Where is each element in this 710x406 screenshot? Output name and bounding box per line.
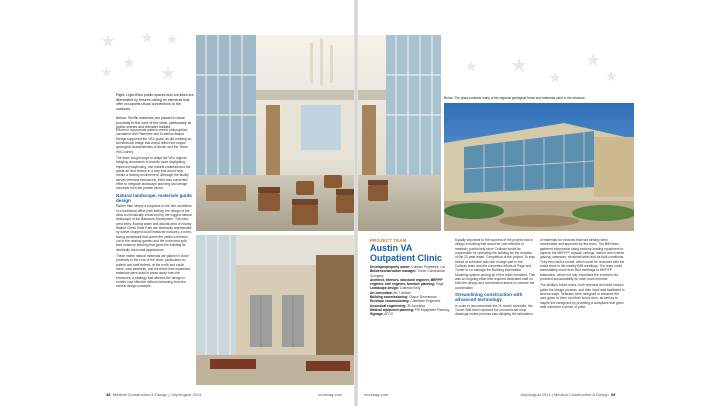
team-member: Clayco Zimmerman bbox=[408, 295, 437, 300]
star-icon: ★ bbox=[122, 53, 137, 72]
star-icon: ★ bbox=[100, 31, 117, 52]
star-icon: ★ bbox=[465, 59, 478, 75]
paragraph: Rather than simply a response to the site conditions of a traditional office park setting, the design of the clinic is intrinsically influenced by the rugged natural landscape of the Balcones Escarpment. The east-west entry, flowing water and alluvial area of nearby Walnut Creek State Park are abstractly represented by native chopped local limestone masonry, a north-facing curtainwall that opens the public commons out to the healing garden and the horizontal split-face masonry banding that gives the building its decidedly horizontal appearance. bbox=[116, 204, 192, 252]
star-icon: ★ bbox=[605, 69, 618, 85]
left-text-column bbox=[116, 128, 192, 291]
paragraph: These native natural materials are placed in close proximity to the core of the clinic, particularly on patient and staff entries, at the north and south sides, care aesthetic, and therefore less expensive, materials were used in areas away from the entrances, a strategy that allowed the design to remain cost effective without detracting from the central design concepts. bbox=[116, 254, 191, 289]
paragraph: of materials for modules that had already been coordinated and approved by the team. The BIM team gathered information using industry-leading equipment to capture the MEP/FP, drywall, ceilings, interior and exterior glazing, casework, structural steel and as-built conditions. They then built a model, which could be reviewed with the entire team in the weekly BIM meetings. The team could immediately move from BIM meetings to MEP/FP fabrication, which not only expedited the schedule but provided accountability for each team member. bbox=[540, 238, 625, 282]
paragraph: The team sought ways to adapt the VA's original bridging documents to include more daylighting, improved wayfinding, use natural materials and the grade-art and reduce in a way that would help create a healing environment. Although the facility serves veterans exclusively, there was concerted effort to integrate landscape planning and design concepts from the private sector. bbox=[116, 156, 191, 191]
team-member: Coleman Kelly bbox=[399, 286, 421, 291]
caption-top-left-2: Below: Terrific materials are placed in close proximity to the core of the clinic, particularly at public entries and elevator lobbies. bbox=[116, 116, 191, 129]
caption-top-left: Right: Light-filled public spaces and corridors are illuminated by fixtures calling on elements that offer occupants visual connections to the outdoors. bbox=[116, 93, 194, 111]
team-member: JE Acoustics bbox=[407, 303, 426, 308]
team-member: Cheetham Engineers bbox=[410, 299, 441, 304]
footer-right: July/August 2014 | Medical Construction & Design 39 bbox=[520, 392, 616, 397]
exterior-photo bbox=[444, 103, 634, 231]
footer-left-url bbox=[318, 392, 342, 397]
sidebar-title: Austin VA Outpatient Clinic bbox=[370, 243, 442, 263]
team-member: Turner Construction Company bbox=[370, 269, 446, 278]
publication-name: Medical Construction & Design bbox=[553, 392, 609, 397]
right-text-column-1 bbox=[455, 238, 535, 319]
right-text-column-2 bbox=[540, 238, 626, 312]
star-icon: ★ bbox=[140, 28, 155, 47]
project-team-sidebar bbox=[370, 238, 450, 317]
star-icon: ★ bbox=[166, 32, 179, 48]
atrium-photo bbox=[196, 35, 441, 231]
paragraph: Equally important to the success of the project was to design a building that would be cost effective to maintain, particularly since Cullinan would be responsible for operating the building for the duration of the 20-year lease. Completion of the project: To stay ahead of schedule was due in large part to the Cullinan team and the concerted efforts of Page and Turner to co-manage the Building Information Modeling system among all of the team members. This was an ongoing effort that required dedicated staff on both the design and construction teams to oversee the coordination. bbox=[455, 238, 536, 290]
website: mcdmag.com bbox=[364, 392, 389, 397]
team-member: Art + Artisan bbox=[393, 290, 411, 295]
team-credit bbox=[370, 269, 450, 278]
team-role: Landscape design: bbox=[370, 286, 399, 291]
star-icon: ★ bbox=[548, 68, 563, 87]
team-credit bbox=[370, 312, 450, 316]
star-icon: ★ bbox=[160, 63, 177, 84]
team-role: Developer/property owner: bbox=[370, 265, 411, 269]
publication-name: Medical Construction & Design bbox=[112, 392, 168, 397]
team-member: APCO bbox=[384, 312, 394, 317]
team-member: Cullinan Properties, Ltd. bbox=[411, 265, 446, 269]
star-icon: ★ bbox=[510, 53, 528, 77]
team-role: Medical equipment planning: bbox=[370, 307, 414, 312]
elevator-lobby-photo bbox=[196, 235, 356, 385]
team-role: Envelope commissioning: bbox=[370, 299, 410, 304]
sidebar-label: PROJECT TEAM bbox=[370, 238, 407, 243]
page-number: 38 bbox=[106, 392, 111, 397]
paragraph: The facility's future users, both veterans and staff, helped guide the design process, and their input was facilitated in several ways. Veterans were designed to enhance the care given to them and their loved ones, as well as to inspire the caregivers by providing a workplace that gives staff members a sense of pride. bbox=[540, 283, 625, 310]
team-member: PSI Equipment Planning bbox=[414, 307, 450, 312]
issue-date: July/August 2014 bbox=[170, 392, 202, 397]
star-icon: ★ bbox=[585, 50, 602, 71]
team-role: Signage: bbox=[370, 312, 384, 317]
footer-right-url bbox=[364, 392, 388, 397]
issue-date: July/August 2014 bbox=[520, 392, 551, 397]
paragraph: In order to accommodate the 21-month schedule, the Turner BIM team replaced the conventional shop drawings review process was delaying the fabrication bbox=[455, 303, 533, 317]
team-credit bbox=[370, 278, 450, 287]
team-role: Building commissioning: bbox=[370, 295, 409, 300]
footer-left: 38 Medical Construction & Design | July/August 2014 bbox=[106, 392, 202, 397]
team-member: Page bbox=[436, 282, 444, 287]
team-role: Acoustical engineering: bbox=[370, 303, 407, 308]
section-heading: Streamlining construction with advanced technology bbox=[455, 292, 523, 303]
star-icon: ★ bbox=[100, 65, 113, 81]
section-heading: Natural landscape, materials guide design bbox=[116, 192, 192, 204]
spread-gutter bbox=[354, 0, 358, 406]
team-role: Architect, interiors, structural engineer, MEP/FP engineer, civil engineer, furniture planning: bbox=[370, 277, 443, 287]
page-number: 39 bbox=[610, 392, 616, 397]
website: mcdmag.com bbox=[318, 392, 343, 397]
caption-top-right: Below: The plaza contains many of the regional geological forms and materials used in the structure. bbox=[444, 96, 586, 100]
team-role: Builder/construction manager: bbox=[370, 269, 417, 274]
team-role: Art consultant: bbox=[370, 290, 393, 295]
intro-paragraph: Efforts to incorporate patient-centric philosophies consistent with Planetree and Evidence-Based Design supported the VA's goals, as did creating an architectural image that would reflect the unique geological characteristics of Austin and the Texas Hill Country. bbox=[116, 128, 192, 154]
